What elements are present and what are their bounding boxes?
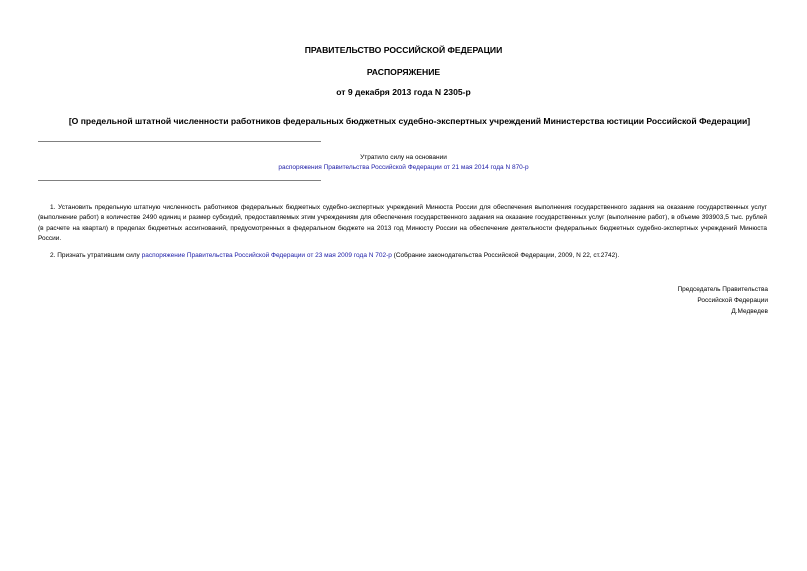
paragraph-1: 1. Установить предельную штатную численность работников федеральных бюджетных судебно-экспертных учреждений Минюста России для обеспечения выполнения государственного задания на оказание государственных услуг (выполнение работ) в количестве 2490 единиц и размер субсидий, предоставляемых этим учреждениям для обеспечения государственного задания на оказание государственных услуг (выполнение работ), в объеме 393903,5 тыс. рублей (в расчете на квартал) в пределах бюджетных ассигнований, предусмотренных в федеральном бюджете на 2013 год Минюсту России на обеспечение деятельности федеральных бюджетных судебно-экспертных учреждений Минюста России. xyxy=(38,204,767,243)
signature-organization: Российской Федерации xyxy=(697,297,768,304)
document-title: [О предельной штатной численности работников федеральных бюджетных судебно-экспертных учреждений Министерства юстиции Российской Федерации] xyxy=(68,116,751,126)
document-type-heading: РАСПОРЯЖЕНИЕ xyxy=(366,67,441,77)
status-divider-bottom xyxy=(38,180,321,181)
paragraph-2 xyxy=(38,251,767,261)
repealed-order-link[interactable]: распоряжение Правительства Российской Федерации от 23 мая 2009 года N 702-р xyxy=(141,252,392,259)
government-heading: ПРАВИТЕЛЬСТВО РОССИЙСКОЙ ФЕДЕРАЦИИ xyxy=(304,45,503,55)
repeal-document-link[interactable]: распоряжения Правительства Российской Федерации от 21 мая 2014 года N 870-р xyxy=(278,164,529,171)
paragraph-2-suffix: (Собрание законодательства Российской Федерации, 2009, N 22, ст.2742). xyxy=(391,252,620,259)
paragraph-2-prefix: 2. Признать утратившим силу xyxy=(50,252,142,259)
signature-position: Председатель Правительства xyxy=(677,286,768,293)
date-number-heading: от 9 декабря 2013 года N 2305-р xyxy=(336,87,471,97)
status-divider-top xyxy=(38,141,321,142)
status-label: Утратило силу на основании xyxy=(360,154,447,161)
signature-name: Д.Медведев xyxy=(731,308,768,315)
